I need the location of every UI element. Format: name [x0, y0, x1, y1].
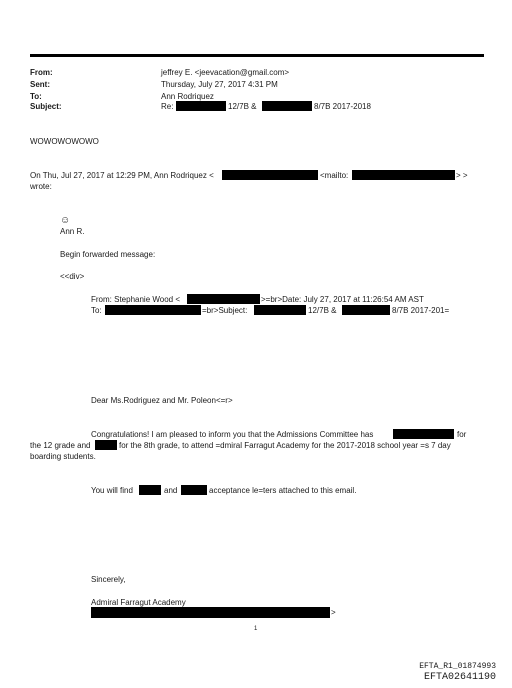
div-tag: <<div>: [60, 272, 85, 281]
page-number: 1: [254, 626, 258, 632]
para-line: You will find: [91, 486, 133, 495]
forwarded-label: Begin forwarded message:: [60, 250, 156, 259]
from-label: From:: [30, 68, 53, 77]
to-label: To:: [30, 92, 42, 101]
redaction-box: [393, 429, 454, 439]
fw-to: 12/7B &: [308, 306, 337, 315]
para-line: acceptance le=ters attached to this email.: [209, 486, 357, 495]
redaction-box: [342, 305, 390, 315]
smiley-icon: ☺: [60, 215, 71, 226]
para-line: and: [164, 486, 178, 495]
redaction-box: [91, 607, 330, 618]
fw-from: From: Stephanie Wood <: [91, 295, 181, 304]
closing: Sincerely,: [91, 575, 126, 584]
redaction-box: [105, 305, 201, 315]
subject-prefix: Re:: [161, 102, 174, 111]
to-value: Ann Rodriquez: [161, 92, 214, 101]
sent-label: Sent:: [30, 80, 50, 89]
subject-label: Subject:: [30, 102, 62, 111]
quote-line: > >: [456, 171, 468, 180]
sent-value: Thursday, July 27, 2017 4:31 PM: [161, 80, 278, 89]
quote-line: wrote:: [30, 182, 52, 191]
para-line: boarding students.: [30, 452, 96, 461]
para-line: for the 8th grade, to attend =dmiral Farragut Academy for the 2017-2018 school year =s 7 day: [119, 441, 451, 450]
redaction-box: [222, 170, 318, 180]
redaction-box: [95, 440, 117, 450]
from-value: jeffrey E. <jeevacation@gmail.com>: [161, 68, 290, 77]
para-line: for: [457, 430, 467, 439]
para-line: the 12 grade and: [30, 441, 91, 450]
redaction-box: [254, 305, 306, 315]
redaction-box: [176, 101, 226, 111]
redaction-box: [187, 294, 260, 304]
para-line: Congratulations! I am pleased to inform you that the Admissions Committee has: [91, 430, 374, 439]
org-name: Admiral Farragut Academy: [91, 598, 186, 607]
bates-stamp-primary: EFTA_R1_01874993: [419, 662, 496, 671]
redaction-box: [262, 101, 312, 111]
redaction-box: [352, 170, 455, 180]
org-tail: >: [331, 608, 336, 617]
subject-part: 8/7B 2017-2018: [314, 102, 371, 111]
redaction-box: [181, 485, 207, 495]
header-rule: [30, 54, 484, 57]
quote-line: On Thu, Jul 27, 2017 at 12:29 PM, Ann Rodriquez <: [30, 171, 214, 180]
greeting: Dear Ms.Rodriguez and Mr. Poleon<=r>: [91, 396, 233, 405]
bates-stamp-secondary: EFTA02641190: [423, 672, 496, 683]
fw-to: To:: [91, 306, 102, 315]
fw-to: 8/7B 2017-201=: [392, 306, 450, 315]
subject-part: 12/7B &: [228, 102, 257, 111]
quote-line: <mailto:: [320, 171, 349, 180]
redaction-box: [139, 485, 161, 495]
sign-name: Ann R.: [60, 227, 85, 236]
reply-text: WOWOWOWOWO: [30, 137, 99, 146]
fw-to: =br>Subject:: [202, 306, 248, 315]
fw-from: >=br>Date: July 27, 2017 at 11:26:54 AM AST: [261, 295, 424, 304]
